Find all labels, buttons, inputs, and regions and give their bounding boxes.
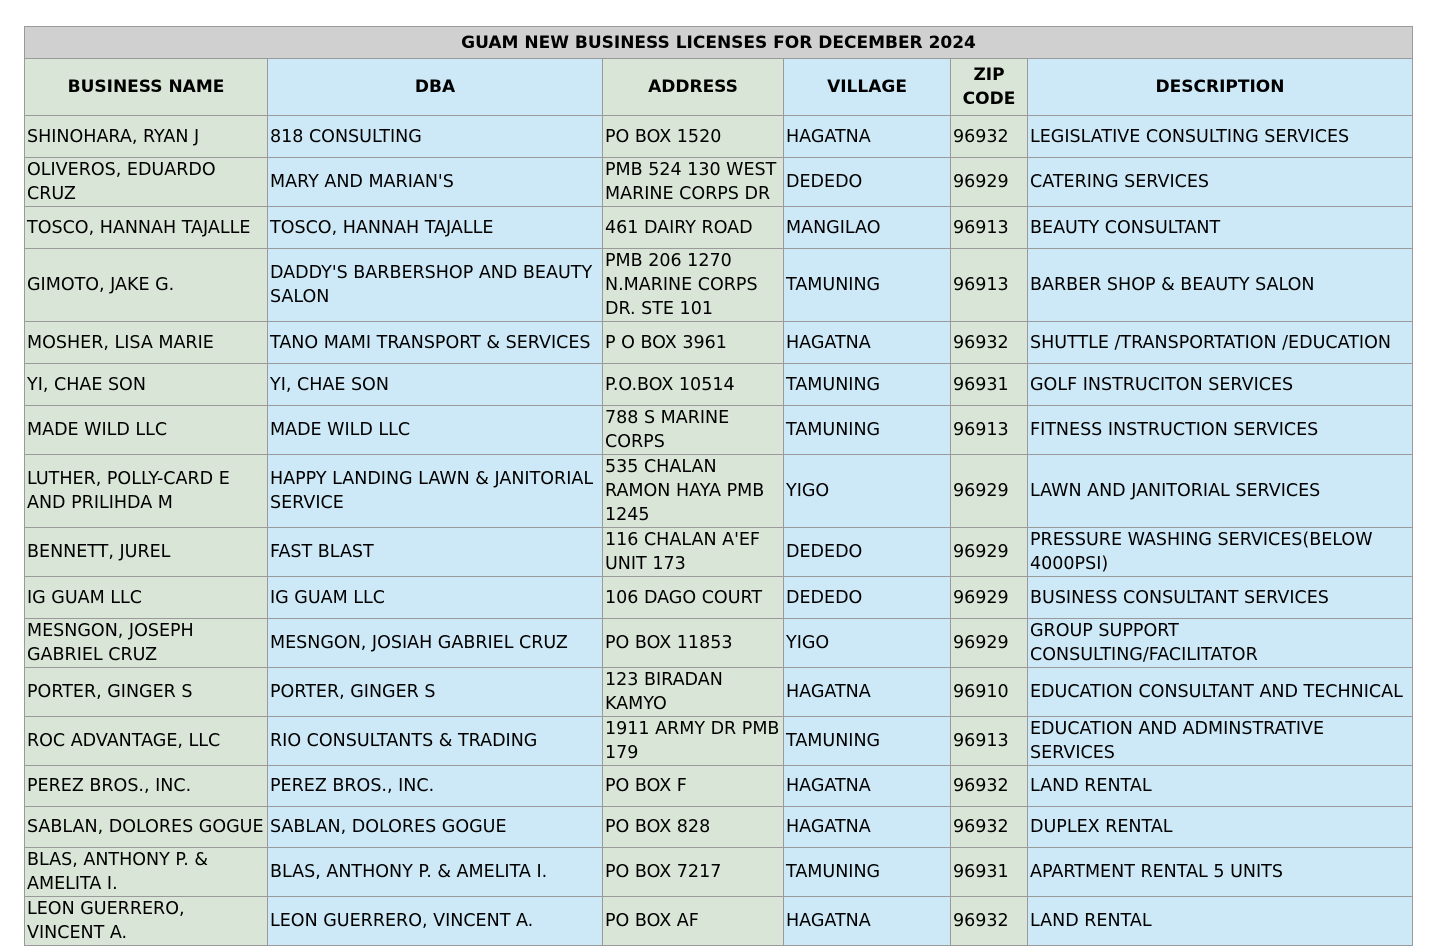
cell-zip: 96929 [951, 455, 1028, 528]
cell-zip: 96913 [951, 717, 1028, 766]
license-sheet [24, 26, 1412, 946]
cell-address: 461 DAIRY ROAD [603, 207, 784, 249]
cell-address: 788 S MARINE CORPS [603, 406, 784, 455]
cell-dba: HAPPY LANDING LAWN & JANITORIAL SERVICE [268, 455, 603, 528]
cell-business-name: SHINOHARA, RYAN J [25, 116, 268, 158]
table-row [25, 455, 1413, 528]
cell-dba: RIO CONSULTANTS & TRADING [268, 717, 603, 766]
cell-zip: 96932 [951, 322, 1028, 364]
cell-address: P.O.BOX 10514 [603, 364, 784, 406]
header-address: ADDRESS [603, 59, 784, 116]
table-row [25, 207, 1413, 249]
cell-description: LAWN AND JANITORIAL SERVICES [1028, 455, 1413, 528]
table-row [25, 897, 1413, 946]
table-row [25, 364, 1413, 406]
cell-zip: 96929 [951, 158, 1028, 207]
cell-village: TAMUNING [784, 848, 951, 897]
table-row [25, 848, 1413, 897]
cell-dba: IG GUAM LLC [268, 577, 603, 619]
cell-business-name: OLIVEROS, EDUARDO CRUZ [25, 158, 268, 207]
table-title: GUAM NEW BUSINESS LICENSES FOR DECEMBER 2024 [25, 27, 1413, 59]
cell-description: CATERING SERVICES [1028, 158, 1413, 207]
cell-description: BEAUTY CONSULTANT [1028, 207, 1413, 249]
cell-business-name: MADE WILD LLC [25, 406, 268, 455]
cell-business-name: MOSHER, LISA MARIE [25, 322, 268, 364]
cell-zip: 96929 [951, 577, 1028, 619]
header-description: DESCRIPTION [1028, 59, 1413, 116]
cell-zip: 96932 [951, 807, 1028, 848]
cell-description: EDUCATION CONSULTANT AND TECHNICAL [1028, 668, 1413, 717]
cell-address: PO BOX 7217 [603, 848, 784, 897]
cell-address: PO BOX 828 [603, 807, 784, 848]
cell-dba: FAST BLAST [268, 528, 603, 577]
header-business-name: BUSINESS NAME [25, 59, 268, 116]
cell-dba: PEREZ BROS., INC. [268, 766, 603, 807]
cell-village: TAMUNING [784, 717, 951, 766]
cell-description: APARTMENT RENTAL 5 UNITS [1028, 848, 1413, 897]
cell-address: PO BOX F [603, 766, 784, 807]
cell-village: DEDEDO [784, 577, 951, 619]
cell-dba: DADDY'S BARBERSHOP AND BEAUTY SALON [268, 249, 603, 322]
cell-business-name: BENNETT, JUREL [25, 528, 268, 577]
cell-description: SHUTTLE /TRANSPORTATION /EDUCATION [1028, 322, 1413, 364]
cell-business-name: PEREZ BROS., INC. [25, 766, 268, 807]
cell-dba: LEON GUERRERO, VINCENT A. [268, 897, 603, 946]
cell-business-name: LUTHER, POLLY-CARD E AND PRILIHDA M [25, 455, 268, 528]
cell-village: DEDEDO [784, 158, 951, 207]
licenses-table [24, 26, 1413, 946]
cell-zip: 96913 [951, 406, 1028, 455]
table-row [25, 577, 1413, 619]
table-body [25, 116, 1413, 946]
cell-dba: BLAS, ANTHONY P. & AMELITA I. [268, 848, 603, 897]
cell-zip: 96913 [951, 249, 1028, 322]
cell-business-name: LEON GUERRERO, VINCENT A. [25, 897, 268, 946]
cell-village: HAGATNA [784, 766, 951, 807]
cell-description: EDUCATION AND ADMINSTRATIVE SERVICES [1028, 717, 1413, 766]
table-row [25, 807, 1413, 848]
cell-village: TAMUNING [784, 249, 951, 322]
cell-description: GROUP SUPPORT CONSULTING/FACILITATOR [1028, 619, 1413, 668]
cell-address: PO BOX 11853 [603, 619, 784, 668]
cell-description: BUSINESS CONSULTANT SERVICES [1028, 577, 1413, 619]
header-village: VILLAGE [784, 59, 951, 116]
cell-address: 535 CHALAN RAMON HAYA PMB 1245 [603, 455, 784, 528]
cell-village: HAGATNA [784, 807, 951, 848]
cell-dba: SABLAN, DOLORES GOGUE [268, 807, 603, 848]
table-row [25, 322, 1413, 364]
cell-zip: 96932 [951, 116, 1028, 158]
cell-village: YIGO [784, 619, 951, 668]
header-row [25, 59, 1413, 116]
cell-dba: TOSCO, HANNAH TAJALLE [268, 207, 603, 249]
cell-address: 116 CHALAN A'EF UNIT 173 [603, 528, 784, 577]
cell-village: HAGATNA [784, 897, 951, 946]
cell-business-name: GIMOTO, JAKE G. [25, 249, 268, 322]
cell-village: YIGO [784, 455, 951, 528]
cell-description: BARBER SHOP & BEAUTY SALON [1028, 249, 1413, 322]
cell-zip: 96932 [951, 897, 1028, 946]
cell-village: HAGATNA [784, 116, 951, 158]
cell-zip: 96910 [951, 668, 1028, 717]
cell-description: GOLF INSTRUCITON SERVICES [1028, 364, 1413, 406]
cell-village: TAMUNING [784, 364, 951, 406]
cell-address: PMB 524 130 WEST MARINE CORPS DR [603, 158, 784, 207]
cell-business-name: TOSCO, HANNAH TAJALLE [25, 207, 268, 249]
cell-village: HAGATNA [784, 322, 951, 364]
cell-description: LEGISLATIVE CONSULTING SERVICES [1028, 116, 1413, 158]
cell-address: PO BOX 1520 [603, 116, 784, 158]
table-row [25, 158, 1413, 207]
table-row [25, 668, 1413, 717]
cell-village: TAMUNING [784, 406, 951, 455]
cell-zip: 96929 [951, 619, 1028, 668]
header-zip-code: ZIP CODE [951, 59, 1028, 116]
cell-business-name: YI, CHAE SON [25, 364, 268, 406]
cell-zip: 96913 [951, 207, 1028, 249]
cell-zip: 96929 [951, 528, 1028, 577]
cell-business-name: BLAS, ANTHONY P. & AMELITA I. [25, 848, 268, 897]
table-row [25, 717, 1413, 766]
cell-business-name: PORTER, GINGER S [25, 668, 268, 717]
cell-business-name: SABLAN, DOLORES GOGUE [25, 807, 268, 848]
cell-dba: MESNGON, JOSIAH GABRIEL CRUZ [268, 619, 603, 668]
cell-description: PRESSURE WASHING SERVICES(BELOW 4000PSI) [1028, 528, 1413, 577]
cell-address: 106 DAGO COURT [603, 577, 784, 619]
cell-description: FITNESS INSTRUCTION SERVICES [1028, 406, 1413, 455]
table-row [25, 116, 1413, 158]
table-row [25, 766, 1413, 807]
cell-dba: 818 CONSULTING [268, 116, 603, 158]
cell-description: LAND RENTAL [1028, 766, 1413, 807]
header-dba: DBA [268, 59, 603, 116]
table-row [25, 528, 1413, 577]
cell-dba: TANO MAMI TRANSPORT & SERVICES [268, 322, 603, 364]
cell-zip: 96932 [951, 766, 1028, 807]
cell-dba: MARY AND MARIAN'S [268, 158, 603, 207]
cell-description: LAND RENTAL [1028, 897, 1413, 946]
table-row [25, 406, 1413, 455]
cell-village: HAGATNA [784, 668, 951, 717]
table-row [25, 619, 1413, 668]
cell-address: P O BOX 3961 [603, 322, 784, 364]
cell-village: DEDEDO [784, 528, 951, 577]
cell-dba: MADE WILD LLC [268, 406, 603, 455]
cell-business-name: MESNGON, JOSEPH GABRIEL CRUZ [25, 619, 268, 668]
cell-business-name: IG GUAM LLC [25, 577, 268, 619]
cell-zip: 96931 [951, 848, 1028, 897]
table-row [25, 249, 1413, 322]
cell-address: PO BOX AF [603, 897, 784, 946]
cell-dba: YI, CHAE SON [268, 364, 603, 406]
cell-village: MANGILAO [784, 207, 951, 249]
cell-description: DUPLEX RENTAL [1028, 807, 1413, 848]
cell-dba: PORTER, GINGER S [268, 668, 603, 717]
cell-address: PMB 206 1270 N.MARINE CORPS DR. STE 101 [603, 249, 784, 322]
cell-address: 123 BIRADAN KAMYO [603, 668, 784, 717]
cell-business-name: ROC ADVANTAGE, LLC [25, 717, 268, 766]
cell-address: 1911 ARMY DR PMB 179 [603, 717, 784, 766]
cell-zip: 96931 [951, 364, 1028, 406]
